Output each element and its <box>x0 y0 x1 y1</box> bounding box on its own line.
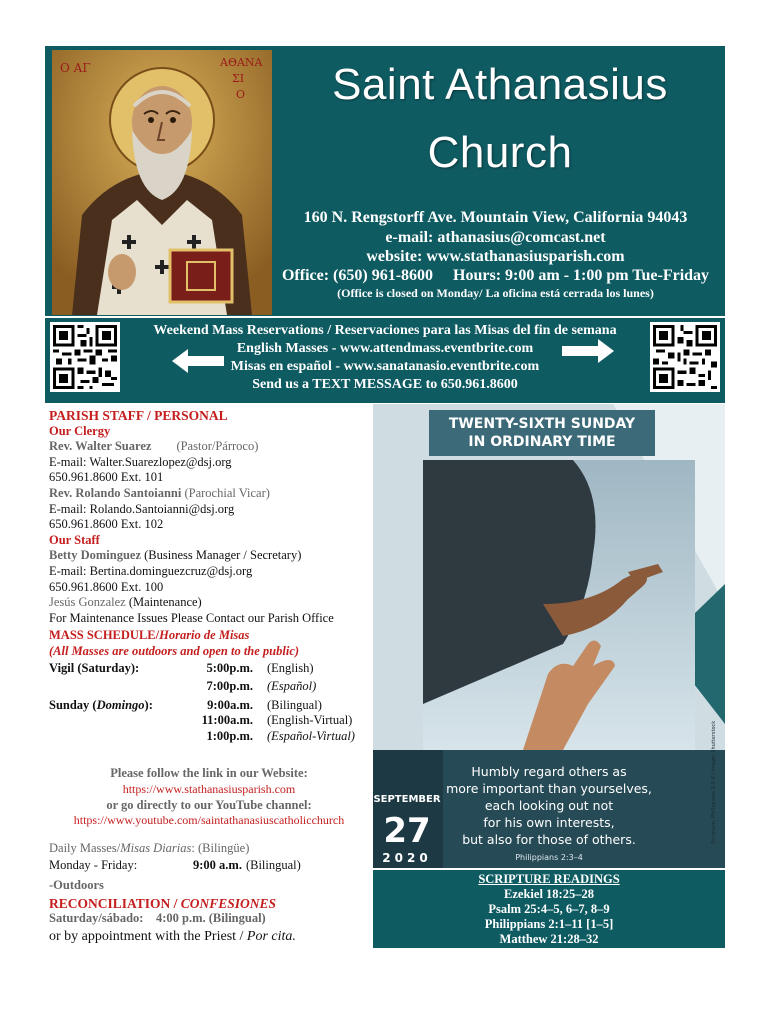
poster-quote-line: each looking out not <box>484 798 614 813</box>
poster-quote-line: more important than yourselves, <box>446 781 652 796</box>
readings-heading: SCRIPTURE READINGS <box>478 872 620 886</box>
vicar-line <box>49 486 369 502</box>
reading-item: Psalm 25:4–5, 6–7, 8–9 <box>488 902 610 916</box>
church-title-line2: Church <box>427 128 573 177</box>
arrow-right-icon <box>562 338 614 364</box>
daily-outdoors: -Outdoors <box>49 878 104 893</box>
secretary-email[interactable]: E-mail: Bertina.dominguezcruz@dsj.org <box>49 563 253 578</box>
staff-subheading: Our Staff <box>49 532 100 547</box>
mass-time: 11:00a.m. <box>201 713 253 728</box>
mass-time: 1:00p.m. <box>206 728 253 743</box>
church-email[interactable]: e-mail: athanasius@comcast.net <box>385 229 606 246</box>
pastor-line <box>49 439 369 455</box>
pastor-email[interactable]: E-mail: Walter.Suarezlopez@dsj.org <box>49 454 232 469</box>
mass-outdoors-note: (All Masses are outdoors and open to the public) <box>49 643 300 658</box>
office-closed-note: (Office is closed on Monday/ La oficina está cerrada los lunes) <box>337 286 654 300</box>
mass-heading-es: Horario de Misas <box>159 628 250 643</box>
clergy-heading: Our Clergy <box>49 423 111 438</box>
poster-day: 27 <box>383 811 431 851</box>
vicar-role: (Parochial Vicar) <box>184 485 270 500</box>
mass-language: (Español) <box>267 679 317 694</box>
pastor-phone: 650.961.8600 Ext. 101 <box>49 470 164 485</box>
church-address: 160 N. Rengstorff Ave. Mountain View, California 94043 <box>303 209 688 226</box>
mass-language: (Español-Virtual) <box>267 728 355 743</box>
mass-language: (Bilingual) <box>267 697 322 712</box>
mass-row <box>49 661 369 677</box>
poster-quote-line: Humbly regard others as <box>471 764 627 779</box>
mass-time: 9:00a.m. <box>207 697 253 712</box>
reservation-heading: Weekend Mass Reservations / Reservaciones para las Misas del fin de semana <box>153 323 617 338</box>
reading-item: Ezekiel 18:25–28 <box>504 887 594 901</box>
poster-quote-line: for his own interests, <box>483 815 615 830</box>
church-website[interactable]: website: www.stathanasiusparish.com <box>366 248 625 265</box>
mass-heading-en: MASS SCHEDULE/ <box>49 628 160 643</box>
sunday-label: Sunday (Domingo): <box>49 697 153 712</box>
reading-item: Philippians 2:1–11 [1–5] <box>484 917 614 931</box>
mass-schedule-heading <box>49 628 369 644</box>
staff-heading: PARISH STAFF / PERSONAL <box>49 408 228 423</box>
scripture-readings <box>373 870 725 948</box>
secretary-role: (Business Manager / Secretary) <box>144 548 302 563</box>
maintenance-name: Jesús Gonzalez <box>49 595 126 610</box>
mass-row <box>49 713 369 729</box>
mass-row <box>49 698 369 714</box>
confession-saturday: Saturday/sábado: 4:00 p.m. (Bilingual) <box>49 911 266 926</box>
sunday-poster <box>373 404 725 868</box>
church-title-line1: Saint Athanasius <box>332 60 668 109</box>
vicar-phone: 650.961.8600 Ext. 102 <box>49 517 164 532</box>
maintenance-line <box>49 595 369 611</box>
youtube-text: or go directly to our YouTube channel: <box>106 797 312 812</box>
youtube-url-link[interactable]: https://www.youtube.com/saintathanasiuscatholicchurch <box>73 813 345 828</box>
vicar-name: Rev. Rolando Santoianni <box>49 485 182 500</box>
poster-month: SEPTEMBER <box>373 794 441 805</box>
svg-text:Ο ΑΓ: Ο ΑΓ <box>60 61 91 75</box>
follow-link-text: Please follow the link in our Website: <box>110 766 308 781</box>
poster-year: 2020 <box>382 851 432 865</box>
office-hours: Office: (650) 961-8600 Hours: 9:00 am - 1:00 pm Tue-Friday <box>281 267 710 284</box>
reconciliation-heading: RECONCILIATION / CONFESIONES <box>49 895 277 911</box>
spanish-masses-link[interactable]: Misas en español - www.sanatanasio.eventbrite.com <box>230 359 540 374</box>
mass-language: (English) <box>267 660 314 675</box>
website-url-link[interactable]: https://www.stathanasiusparish.com <box>122 782 296 797</box>
poster-reference: Philippians 2:3–4 <box>515 853 583 862</box>
secretary-name: Betty Dominguez <box>49 548 141 563</box>
mass-row <box>49 729 369 745</box>
reading-item: Matthew 21:28–32 <box>499 932 599 946</box>
english-masses-link[interactable]: English Masses - www.attendmass.eventbrite.com <box>236 341 534 356</box>
qr-code-left[interactable] <box>50 322 120 392</box>
arrow-left-icon <box>172 348 224 374</box>
text-message-line: Send us a TEXT MESSAGE to 650.961.8600 <box>252 377 518 392</box>
pastor-name: Rev. Walter Suarez <box>49 439 152 454</box>
pastor-role: (Pastor/Párroco) <box>176 439 259 454</box>
secretary-phone: 650.961.8600 Ext. 100 <box>49 579 164 594</box>
saint-icon-image <box>52 50 272 315</box>
maintenance-note: For Maintenance Issues Please Contact our Parish Office <box>49 610 334 625</box>
poster-credit: Scripture: Philippians 2:3-4 / Image: Shutterstock <box>711 720 717 844</box>
daily-days: Monday - Friday: <box>49 858 138 873</box>
poster-title-line1: TWENTY-SIXTH SUNDAY <box>448 416 636 432</box>
poster-title-line2: IN ORDINARY TIME <box>468 434 616 450</box>
daily-language: (Bilingual) <box>245 858 301 873</box>
mass-time: 5:00p.m. <box>206 660 253 675</box>
svg-text:ΑΘΑΝΑ: ΑΘΑΝΑ <box>220 56 263 69</box>
mass-language: (English-Virtual) <box>267 713 353 728</box>
mass-time: 7:00p.m. <box>206 679 253 694</box>
daily-mass-row <box>49 858 369 874</box>
daily-time: 9:00 a.m. <box>193 858 242 873</box>
vigil-label: Vigil (Saturday): <box>49 660 140 675</box>
secretary-line <box>49 548 369 564</box>
confession-appointment: or by appointment with the Priest / Por cita. <box>49 928 296 944</box>
qr-code-right[interactable] <box>650 322 720 392</box>
svg-text:ΣΙ: ΣΙ <box>232 72 245 85</box>
svg-text:Ο: Ο <box>236 88 246 101</box>
poster-quote-line: but also for those of others. <box>462 832 636 847</box>
vicar-email[interactable]: E-mail: Rolando.Santoianni@dsj.org <box>49 501 235 516</box>
left-column <box>49 408 369 944</box>
maintenance-role: (Maintenance) <box>128 595 202 610</box>
mass-row <box>49 679 369 695</box>
daily-mass-heading: Daily Masses/Misas Diarias: (Bilingüe) <box>49 840 250 855</box>
